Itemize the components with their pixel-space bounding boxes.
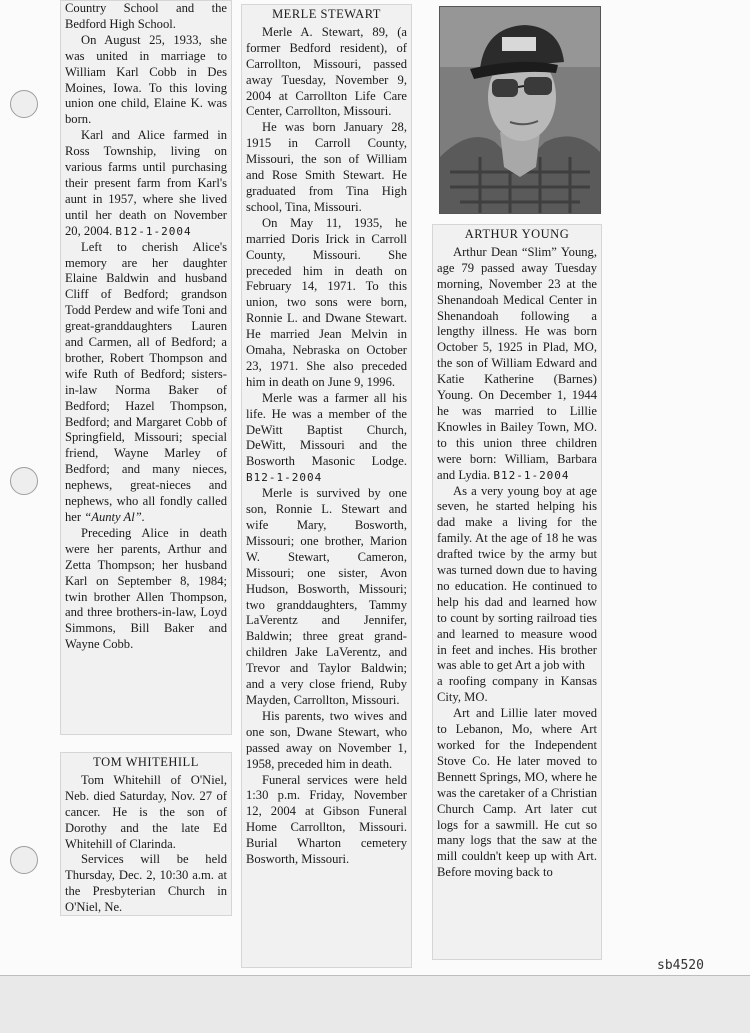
binder-hole xyxy=(10,467,38,495)
obituary-text: Funeral services were held 1:30 p.m. Friday, November 12, 2004 at Gibson Funeral Home Carrollton, Missouri. Burial Wharton cemetery Bosworth, Missouri. xyxy=(246,772,407,867)
obituary-text: As a very young boy at age seven, he started helping his dad make a living for the family. At the age of 18 he was drafted twice by the army but was turned down due to having no education. He continued to help his dad and learned how to count by sorting railroad ties and learned to measure wood in feet and inches. His brother was able to get Art a job with xyxy=(437,483,597,673)
handwritten-date-note: B12-1-2004 xyxy=(246,471,323,485)
obituary-heading: ARTHUR YOUNG xyxy=(464,227,570,241)
obituary-text: On May 11, 1935, he married Doris Irick in Carroll County, Missouri. She preceded him in death on February 14, 1971. To this union, two sons were born, Ronnie L. and Dwane Stewart. He married Jean Melvin in Omaha, Nebraska on October 23, 1971. She also preceded him in death on June 9, 1996. xyxy=(246,215,407,389)
obituary-text: His parents, two wives and one son, Dwane Stewart, who passed away on November 1, 1958, preceded him in death. xyxy=(246,708,407,771)
obituary-text: Left to cherish Alice's memory are her daughter Elaine Baldwin and husband Cliff of Bedford; grandson Todd Perdew and wife Toni and great-granddaughters Lauren and Carmen, all of Bedford; a brother, Robert Thompson and wife Ruth of Bedford; sisters-in-law Norma Baker of Bedford; Hazel Thompson, Bedford; and Margaret Cobb of Springfield, Missouri; special friend, Wayne Marley of Bedford; and many nieces, nephews, great-nieces and nephews, who all fondly called her “Aunty Al”. xyxy=(65,239,227,524)
obituary-alice-cobb-clipping xyxy=(60,0,232,735)
obituary-text: Tom Whitehill of O'Niel, Neb. died Saturday, Nov. 27 of cancer. He is the son of Dorothy and the late Ed Whitehill of Clarinda. xyxy=(65,772,227,851)
obituary-text: Arthur Dean “Slim” Young, age 79 passed away Tuesday morning, November 23 at the Shenandoah Medical Center in Shenandoah following a lengthy illness. He was born October 5, 1925 in Plad, MO, the son of William Edward and Katie Katherine (Barnes) Young. On December 1, 1944 he was married to Lillie Knowles in Bailey Town, MO. to this union three children were born: William, Barbara and Lydia. B12-1-2004 xyxy=(437,244,597,482)
obituary-text: On August 25, 1933, she was united in marriage to William Karl Cobb in Des Moines, Iowa. To this loving union one child, Elaine K. was born. xyxy=(65,32,227,127)
obituary-arthur-young-clipping xyxy=(432,224,602,960)
handwritten-date-note: B12-1-2004 xyxy=(115,224,192,238)
obituary-text: Services will be held Thursday, Dec. 2, 10:30 a.m. at the Presbyterian Church in O'Niel, Ne. xyxy=(65,852,227,915)
obituary-text: Art and Lillie later moved to Lebanon, Mo, where Art worked for the Independent Stove Co. He later moved to Bennett Springs, MO, where he was the caretaker of a Christian Church Camp. Art later cut logs for a sawmill. He cut so many logs that the saw at the mill couldn't keep up with Art. Before moving back to xyxy=(437,706,597,880)
obituary-text: Merle was a farmer all his life. He was a member of the DeWitt Baptist Church, DeWitt, Missouri and the Bosworth Masonic Lodge. B12-1-2004 xyxy=(246,390,407,485)
binder-hole xyxy=(10,846,38,874)
obituary-text: Merle is survived by one son, Ronnie L. Stewart and wife Mary, Bosworth, Missouri; one brother, Marion W. Stewart, Cameron, Missouri; one sister, Avon Hudson, Bosworth, Missouri; two granddaughters, Tammy LaVerentz and Jennifer, Baldwin; three great grand-children Jake LaVerentz, and Trevor and Taylor Baldwin; and a very close friend, Ruby Mayden, Carrollton, Missouri. xyxy=(246,486,407,707)
obituary-text: He was born January 28, 1915 in Carroll County, Missouri, the son of William and Rose Smith Stewart. He graduated from Tina High school, Tina, Missouri. xyxy=(246,120,407,214)
catalog-number: sb4520 xyxy=(657,958,704,973)
portrait-image xyxy=(440,7,600,213)
obituary-heading: TOM WHITEHILL xyxy=(93,755,199,769)
obituary-text: Merle A. Stewart, 89, (a former Bedford resident), of Carrollton, Missouri, passed away Tuesday, November 9, 2004 at Carrollton Life Care Center, Carrollton, Missouri. xyxy=(246,24,407,119)
arthur-young-photo xyxy=(439,6,601,214)
obituary-merle-stewart-clipping xyxy=(241,4,412,968)
obituary-text: Country School and the Bedford High School. xyxy=(65,1,227,31)
obituary-heading: MERLE STEWART xyxy=(272,7,381,21)
obituary-text: Preceding Alice in death were her parents, Arthur and Zetta Thompson; her husband Karl on September 8, 1984; twin brother Allen Thompson, and three brothers-in-law, Loyd Simmons, Bill Baker and Wayne Cobb. xyxy=(65,525,227,652)
handwritten-date-note: B12-1-2004 xyxy=(493,468,570,482)
obituary-text: Karl and Alice farmed in Ross Township, living on various farms until purchasing their present farm from Karl's aunt in 1957, where she lived until her death on November 20, 2004. B12-1-2004 xyxy=(65,128,227,238)
obituary-text: a roofing company in Kansas City, MO. xyxy=(437,674,597,705)
obituary-tom-whitehill-clipping xyxy=(60,752,232,916)
binder-hole xyxy=(10,90,38,118)
